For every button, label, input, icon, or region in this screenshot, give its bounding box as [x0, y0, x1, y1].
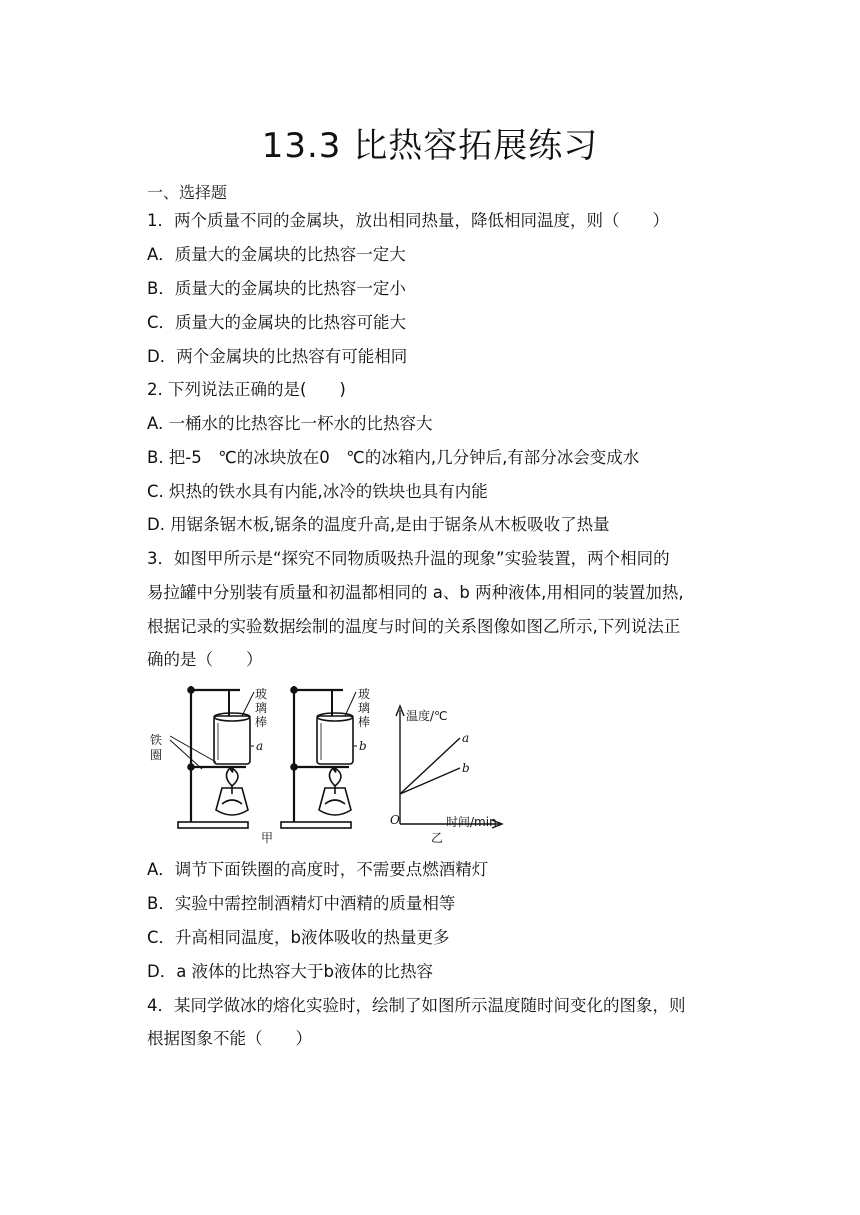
caption-yi: 乙	[431, 831, 444, 845]
ring-boss-1	[188, 764, 194, 770]
q1-stem: 1．两个质量不同的金属块，放出相同热量，降低相同温度，则（ ）	[147, 211, 669, 230]
y-axis-label: 温度/℃	[406, 709, 448, 723]
q2-option-d: D. 用锯条锯木板,锯条的温度升高,是由于锯条从木板吸收了热量	[147, 515, 610, 534]
page-title: 13.3 比热容拓展练习	[261, 126, 599, 166]
glass-rod-label-2-line3: 棒	[358, 715, 371, 729]
q2-option-b: B. 把-5 ℃的冰块放在0 ℃的冰箱内,几分钟后,有部分冰会变成水	[147, 448, 640, 467]
line-b-label: b	[462, 761, 470, 775]
experiment-figure	[150, 676, 510, 846]
ring-boss-2	[291, 764, 297, 770]
glass-rod-label-1-line1: 玻	[255, 687, 268, 701]
line-b	[400, 768, 460, 794]
stand-base-1	[178, 822, 248, 828]
rod-pointer-2	[345, 692, 356, 716]
can-2	[317, 716, 353, 764]
caption-jia: 甲	[261, 831, 274, 845]
rod-pointer-1	[242, 692, 254, 716]
q3-option-a: A．调节下面铁圈的高度时，不需要点燃酒精灯	[147, 860, 489, 879]
iron-ring-label-line2: 圈	[150, 748, 163, 762]
clamp-boss-2	[291, 687, 297, 693]
line-a	[400, 738, 460, 794]
q3-stem-line4: 确的是（ ）	[147, 650, 263, 669]
glass-rod-label-1-line3: 棒	[255, 715, 268, 729]
q2-option-c: C. 炽热的铁水具有内能,冰冷的铁块也具有内能	[147, 482, 488, 501]
ring-pointer-lower	[170, 740, 202, 769]
apparatus-jia-2	[281, 686, 357, 828]
q3-stem-line3: 根据记录的实验数据绘制的温度与时间的关系图像如图乙所示,下列说法正	[147, 617, 681, 636]
stand-base-2	[281, 822, 351, 828]
q3-stem-line2: 易拉罐中分别装有质量和初温都相同的 a、b 两种液体,用相同的装置加热,	[147, 583, 684, 602]
iron-ring-label-line1: 铁	[150, 733, 163, 747]
q2-stem: 2. 下列说法正确的是( )	[147, 380, 346, 399]
liquid-b-label: b	[359, 739, 367, 753]
q1-option-b: B．质量大的金属块的比热容一定小	[147, 279, 406, 298]
q4-stem-line2: 根据图象不能（ ）	[147, 1029, 312, 1048]
q3-option-b: B．实验中需控制酒精灯中酒精的质量相等	[147, 894, 456, 913]
q4-stem-line1: 4．某同学做冰的熔化实验时，绘制了如图所示温度随时间变化的图象，则	[147, 996, 686, 1015]
liquid-a-label: a	[256, 739, 264, 753]
glass-rod-label-2-line1: 玻	[358, 687, 371, 701]
section-heading: 一、选择题	[147, 183, 228, 202]
q3-option-c: C．升高相同温度，b液体吸收的热量更多	[147, 928, 450, 947]
q1-option-c: C．质量大的金属块的比热容可能大	[147, 313, 407, 332]
glass-rod-label-1-line2: 璃	[255, 701, 268, 715]
q2-option-a: A. 一桶水的比热容比一杯水的比热容大	[147, 414, 433, 433]
q1-option-d: D．两个金属块的比热容有可能相同	[147, 347, 408, 366]
flame-1	[226, 768, 238, 786]
q3-option-d: D．a 液体的比热容大于b液体的比热容	[147, 962, 434, 981]
clamp-boss-1	[188, 687, 194, 693]
line-a-label: a	[462, 731, 470, 745]
x-axis-label: 时间/min	[446, 815, 497, 829]
can-1	[214, 716, 250, 764]
graph-yi	[390, 706, 502, 829]
origin-label: O	[390, 813, 400, 827]
apparatus-jia	[170, 686, 254, 828]
q3-stem-line1: 3．如图甲所示是“探究不同物质吸热升温的现象”实验装置，两个相同的	[147, 549, 670, 568]
q1-option-a: A．质量大的金属块的比热容一定大	[147, 245, 406, 264]
flame-2	[329, 768, 341, 786]
ring-pointer-upper	[170, 736, 216, 762]
glass-rod-label-2-line2: 璃	[358, 701, 371, 715]
